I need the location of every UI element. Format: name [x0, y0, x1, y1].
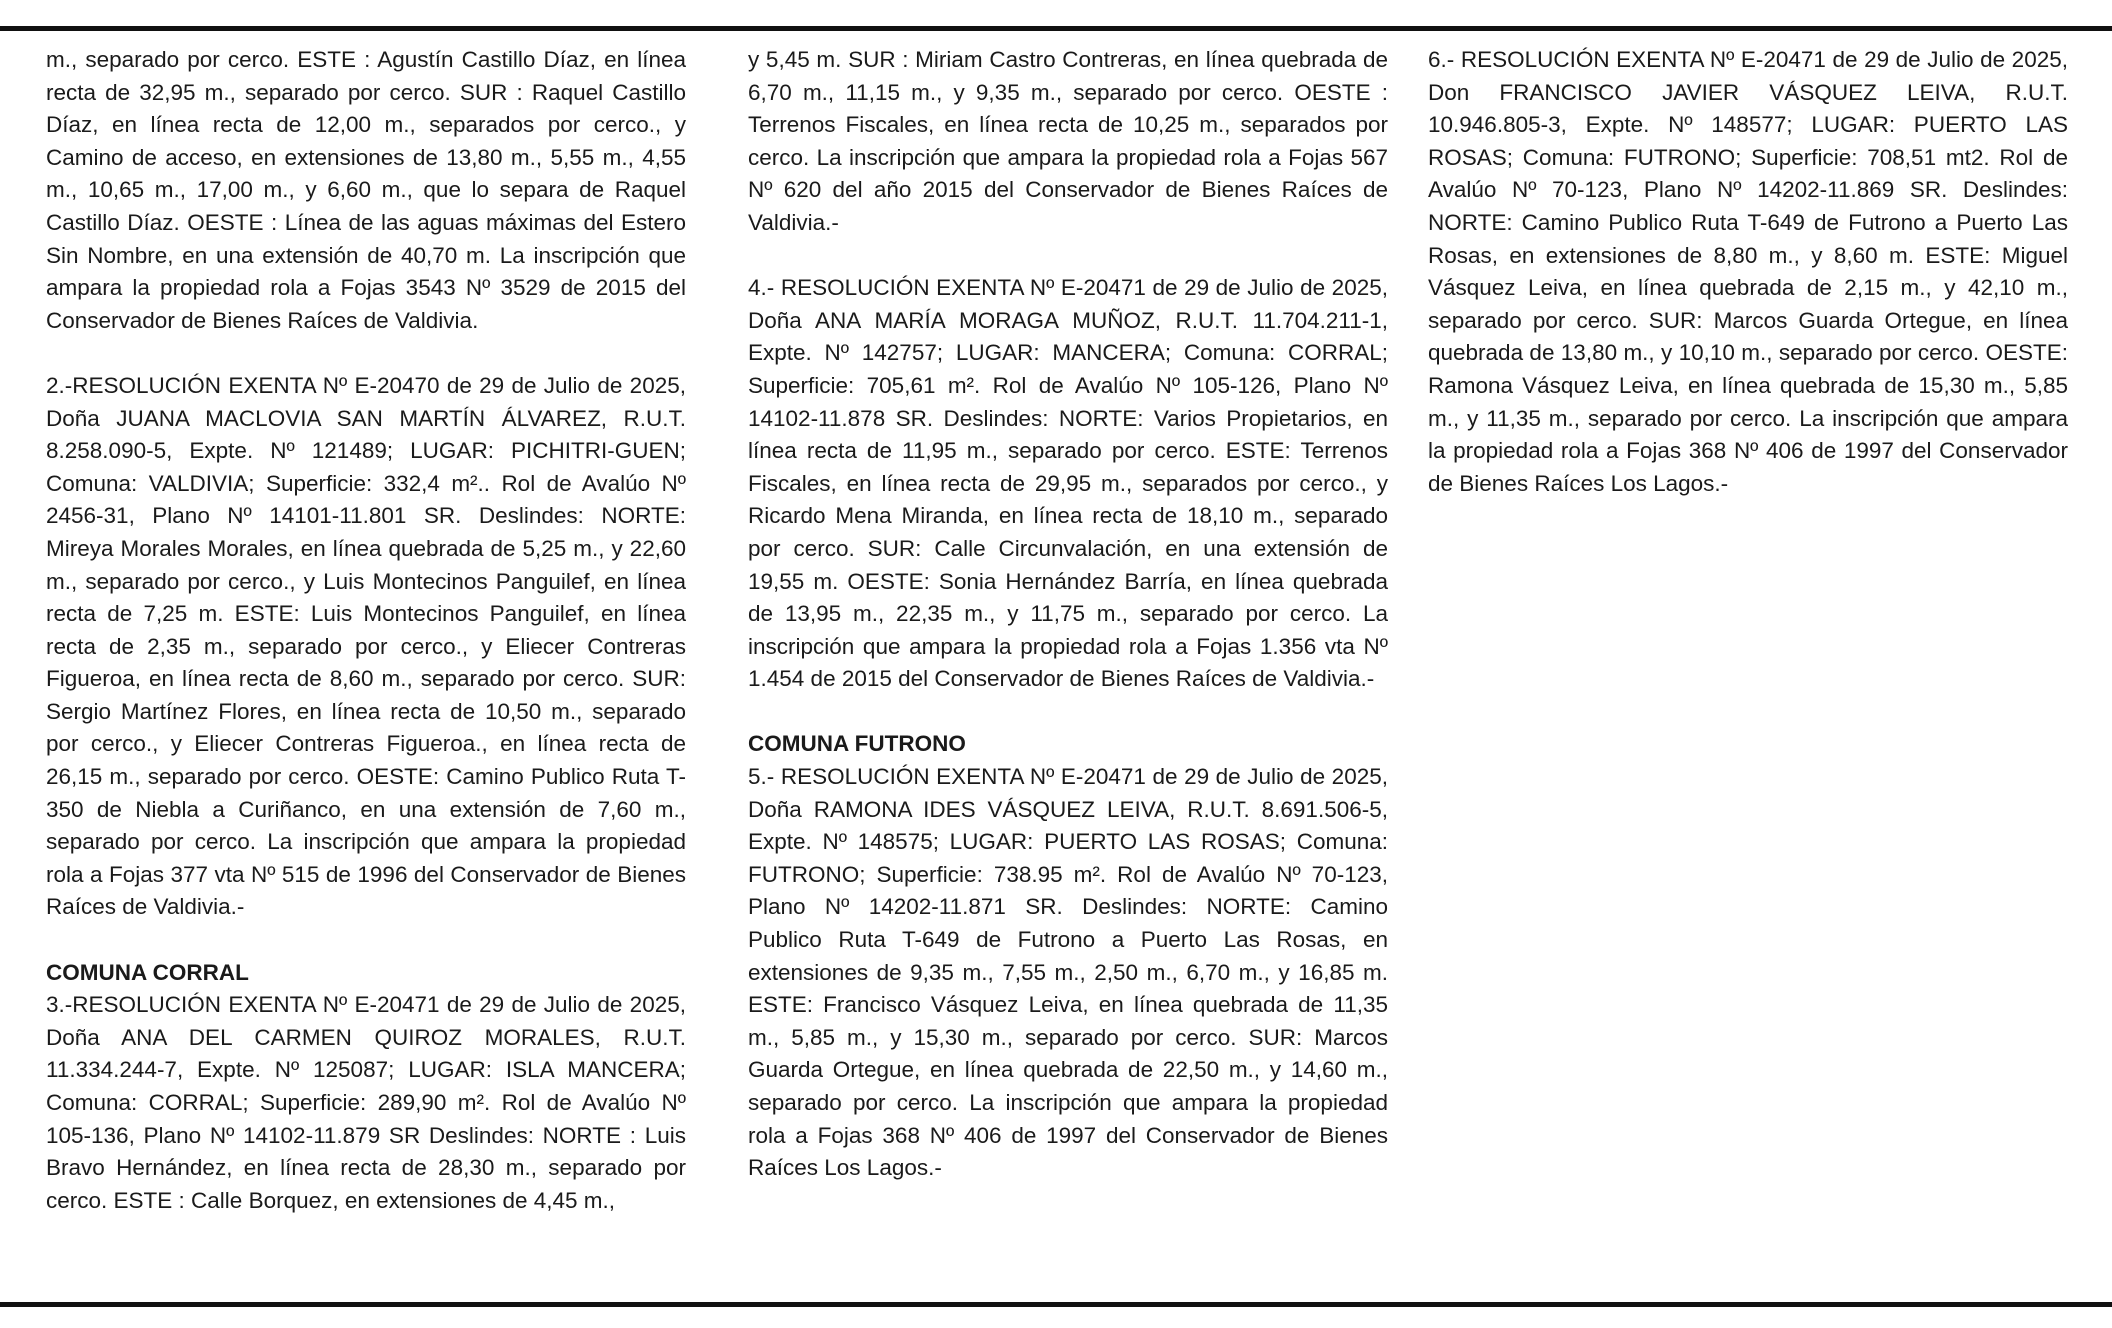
paragraph-resolution-2: 2.-RESOLUCIÓN EXENTA Nº E-20470 de 29 de Julio de 2025, Doña JUANA MACLOVIA SAN MARTÍN ÁLVAREZ, R.U.T. 8.258.090-5, Expte. Nº 121489; LUGAR: PICHITRI-GUEN; Comuna: VALDIVIA; Superficie: 332,4 m².. Rol de Avalúo Nº 2456-31, Plano Nº 14101-11.801 SR. Deslindes: NORTE: Mireya Morales Morales, en línea quebrada de 5,25 m., y 22,60 m., separado por cerco., y Luis Montecinos Panguilef, en línea recta de 7,25 m. ESTE: Luis Montecinos Panguilef, en línea recta de 2,35 m., separado por cerco., y Eliecer Contreras Figueroa, en línea recta de 8,60 m., separado por cerco. SUR: Sergio Martínez Flores, en línea recta de 10,50 m., separado por cerco., y Eliecer Contreras Figueroa., en línea recta de 26,15 m., separado por cerco. OESTE: Camino Publico Ruta T-350 de Niebla a Curiñanco, en una extensión de 7,60 m., separado por cerco. La inscripción que ampara la propiedad rola a Fojas 377 vta Nº 515 de 1996 del Conservador de Bienes Raíces de Valdivia.-: [46, 372, 686, 920]
column-1: [46, 44, 686, 1217]
paragraph-gap: [748, 240, 1388, 273]
top-rule: [0, 26, 2112, 31]
paragraph-gap: [46, 337, 686, 370]
paragraph-continuation-1: m., separado por cerco. ESTE : Agustín Castillo Díaz, en línea recta de 32,95 m., separado por cerco. SUR : Raquel Castillo Díaz, en línea recta de 12,00 m., separados por cerco., y Camino de acceso, en extensiones de 13,80 m., 5,55 m., 4,55 m., 10,65 m., 17,00 m., y 6,60 m., que lo separa de Raquel Castillo Díaz. OESTE : Línea de las aguas máximas del Estero Sin Nombre, en una extensión de 40,70 m. La inscripción que ampara la propiedad rola a Fojas 3543 Nº 3529 de 2015 del Conservador de Bienes Raíces de Valdivia.: [46, 47, 686, 333]
paragraph-gap: [748, 696, 1388, 729]
paragraph-gap: [46, 924, 686, 957]
column-2: [748, 44, 1388, 1185]
section-heading-futrono: COMUNA FUTRONO: [748, 731, 966, 757]
paragraph-resolution-6: 6.- RESOLUCIÓN EXENTA Nº E-20471 de 29 de Julio de 2025, Don FRANCISCO JAVIER VÁSQUEZ LEIVA, R.U.T. 10.946.805-3, Expte. Nº 148577; LUGAR: PUERTO LAS ROSAS; Comuna: FUTRONO; Superficie: 708,51 mt2. Rol de Avalúo Nº 70-123, Plano Nº 14202-11.869 SR. Deslindes: NORTE: Camino Publico Ruta T-649 de Futrono a Puerto Las Rosas, en extensiones de 8,80 m., y 8,60 m. ESTE: Miguel Vásquez Leiva, en línea quebrada de 2,15 m., y 42,10 m., separado por cerco. SUR: Marcos Guarda Ortegue, en línea quebrada de 13,80 m., y 10,10 m., separado por cerco. OESTE: Ramona Vásquez Leiva, en línea quebrada de 15,30 m., 5,85 m., y 11,35 m., separado por cerco. La inscripción que ampara la propiedad rola a Fojas 368 Nº 406 de 1997 del Conservador de Bienes Raíces Los Lagos.-: [1428, 47, 2068, 496]
paragraph-resolution-4: 4.- RESOLUCIÓN EXENTA Nº E-20471 de 29 de Julio de 2025, Doña ANA MARÍA MORAGA MUÑOZ, R.U.T. 11.704.211-1, Expte. Nº 142757; LUGAR: MANCERA; Comuna: CORRAL; Superficie: 705,61 m². Rol de Avalúo Nº 105-126, Plano Nº 14102-11.878 SR. Deslindes: NORTE: Varios Propietarios, en línea recta de 11,95 m., separado por cerco. ESTE: Terrenos Fiscales, en línea recta de 29,95 m., separados por cerco., y Ricardo Mena Miranda, en línea recta de 18,10 m., separado por cerco. SUR: Calle Circunvalación, en una extensión de 19,55 m. OESTE: Sonia Hernández Barría, en línea quebrada de 13,95 m., 22,35 m., y 11,75 m., separado por cerco. La inscripción que ampara la propiedad rola a Fojas 1.356 vta Nº 1.454 de 2015 del Conservador de Bienes Raíces de Valdivia.-: [748, 275, 1388, 692]
column-3: [1428, 44, 2068, 500]
paragraph-resolution-5: 5.- RESOLUCIÓN EXENTA Nº E-20471 de 29 de Julio de 2025, Doña RAMONA IDES VÁSQUEZ LEIVA, R.U.T. 8.691.506-5, Expte. Nº 148575; LUGAR: PUERTO LAS ROSAS; Comuna: FUTRONO; Superficie: 738.95 m². Rol de Avalúo Nº 70-123, Plano Nº 14202-11.871 SR. Deslindes: NORTE: Camino Publico Ruta T-649 de Futrono a Puerto Las Rosas, en extensiones de 9,35 m., 7,55 m., 2,50 m., 6,70 m., y 16,85 m. ESTE: Francisco Vásquez Leiva, en línea quebrada de 11,35 m., 5,85 m., y 15,30 m., separado por cerco. SUR: Marcos Guarda Ortegue, en línea quebrada de 22,50 m., y 14,60 m., separado por cerco. La inscripción que ampara la propiedad rola a Fojas 368 Nº 406 de 1997 del Conservador de Bienes Raíces Los Lagos.-: [748, 764, 1388, 1181]
paragraph-continuation-3: y 5,45 m. SUR : Miriam Castro Contreras, en línea quebrada de 6,70 m., 11,15 m., y 9,35 m., separado por cerco. OESTE : Terrenos Fiscales, en línea recta de 10,25 m., separados por cerco. La inscripción que ampara la propiedad rola a Fojas 567 Nº 620 del año 2015 del Conservador de Bienes Raíces de Valdivia.-: [748, 47, 1388, 235]
section-heading-corral: COMUNA CORRAL: [46, 959, 249, 985]
paragraph-resolution-3: 3.-RESOLUCIÓN EXENTA Nº E-20471 de 29 de Julio de 2025, Doña ANA DEL CARMEN QUIROZ MORALES, R.U.T. 11.334.244-7, Expte. Nº 125087; LUGAR: ISLA MANCERA; Comuna: CORRAL; Superficie: 289,90 m². Rol de Avalúo Nº 105-136, Plano Nº 14102-11.879 SR Deslindes: NORTE : Luis Bravo Hernández, en línea recta de 28,30 m., separado por cerco. ESTE : Calle Borquez, en extensiones de 4,45 m.,: [46, 992, 686, 1213]
bottom-rule: [0, 1302, 2112, 1307]
